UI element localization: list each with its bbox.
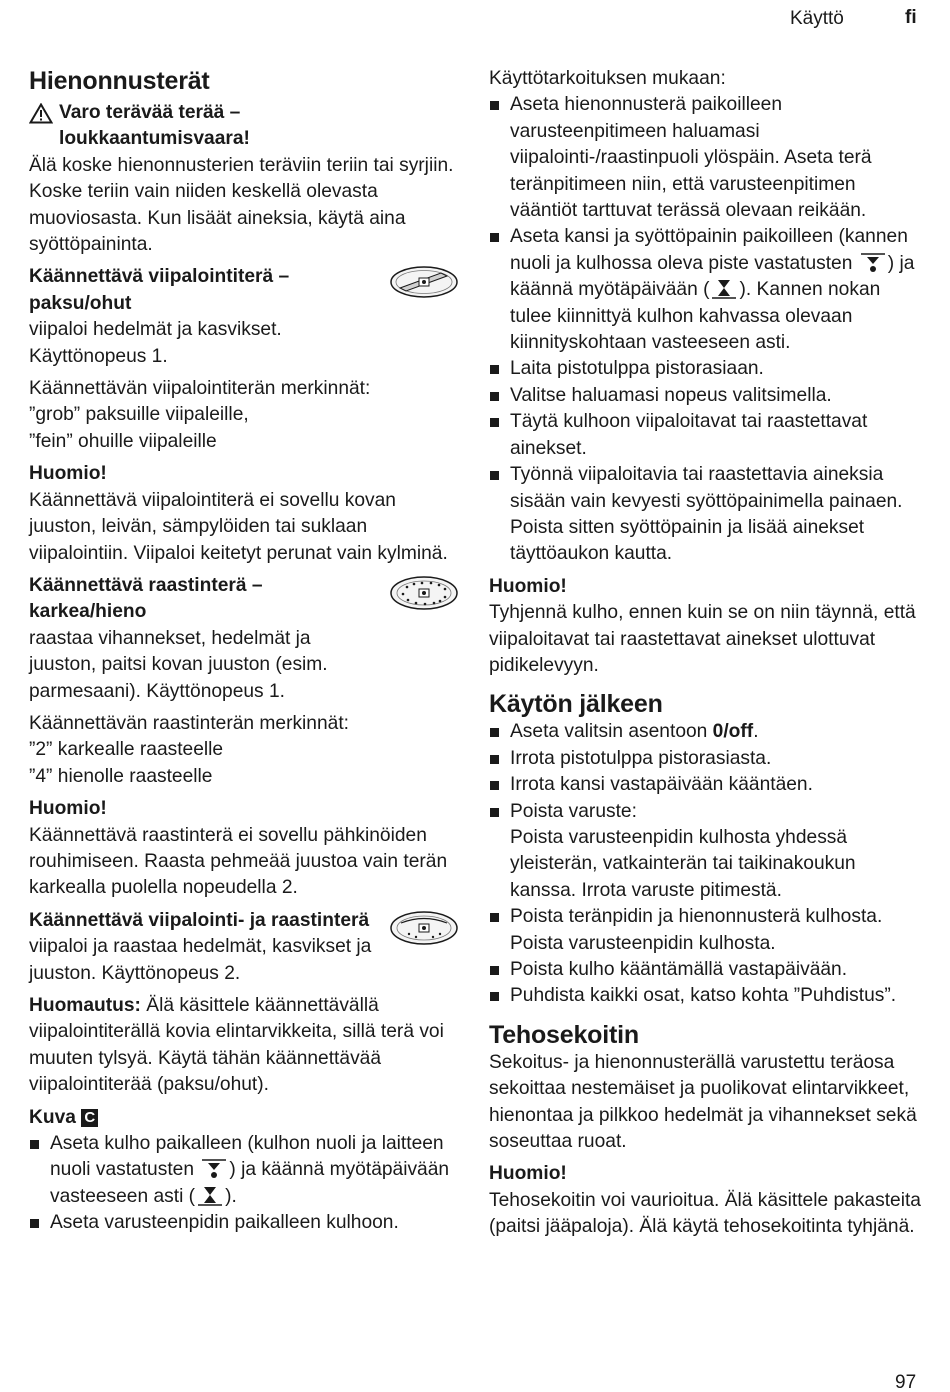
grating-disc-icon [389,573,459,613]
left-steps-list [29,1131,461,1237]
feature-2-text: raastaa vihannekset, hedelmät ja juuston, paitsi kovan juuston (esim. parmesaani). Käyttönopeus 1. [29,627,328,702]
step-text-b: ) ja käännä myötäpäivään ( [510,252,915,301]
after-step-4-title: Poista varuste: [510,800,637,822]
list-item [489,799,925,905]
step-1-text-b: ) ja käännä myötäpäivään vasteeseen asti ( [50,1159,450,1207]
feature-1-markings [29,376,461,455]
list-item [29,1131,461,1210]
blender-note [489,1161,925,1240]
lock-position-icon [197,1185,223,1207]
lock-position-icon [711,278,737,300]
warning-line-1: Varo terävää terää – [59,102,241,123]
feature-1-marking-1: ”grob” paksuille viipaleille, [29,404,249,426]
list-item: Poista teränpidin ja hienonnusterä kulhosta. Poista varusteenpidin kulhosta. [489,904,925,957]
usage-steps-list [489,92,925,567]
feature-2-note [29,796,461,902]
figure-letter-badge: C [81,1109,98,1127]
list-item: Aseta varusteenpidin paikalleen kulhoon. [29,1210,461,1236]
note-title: Huomio! [29,798,107,820]
feature-1-marking-2: ”fein” ohuille viipaleille [29,430,217,452]
running-header-language: fi [905,7,917,28]
list-item: Valitse haluamasi nopeus valitsimella. [489,383,925,409]
warning-triangle-icon [29,103,53,124]
list-item: Irrota pistotulppa pistorasiasta. [489,746,925,772]
after-step-1-text: Aseta valitsin asentoon [510,721,708,743]
note-title: Huomio! [489,1163,567,1185]
remark [29,993,461,1099]
feature-2-title: Käännettävä raastinterä – karkea/hieno [29,574,263,623]
left-column [29,66,461,1237]
list-item [489,719,925,745]
feature-3-text: viipaloi ja raastaa hedelmät, kasvikset ja juuston. Käyttönopeus 2. [29,936,372,984]
figure-reference [29,1105,461,1131]
step-text-c: ). Kannen nokan tulee kiinnittyä kulhon kahvassa olevaan kiinnityskohtaan vasteeseen asti. [510,279,881,354]
arrow-down-to-dot-icon [201,1158,227,1180]
step-1-text-a: Aseta kulho paikalleen (kulhon nuoli ja laitteen nuoli vastatusten [50,1133,444,1181]
after-step-4-text: Poista varusteenpidin kulhosta yhdessä yleisterän, vatkainterän tai taikinakoukun kanssa. Irrota varuste pitimestä. [510,826,856,901]
list-item: Laita pistotulppa pistorasiaan. [489,356,925,382]
note-title: Huomio! [29,463,107,485]
slicing-disc-icon [389,264,459,300]
list-item: Työnnä viipaloitavia tai raastettavia aineksia sisään vain kevyesti syöttöpainimella painaen. Poista sitten syöttöpainin ja lisää ainekset täyttöaukon kautta. [489,462,925,568]
right-column [489,66,925,1241]
feature-2-markings [29,711,461,790]
feature-1-note [29,461,461,567]
list-item: Täytä kulhoon viipaloitavat tai raastettavat ainekset. [489,409,925,462]
figure-label: Kuva [29,1106,76,1128]
section-title-blades: Hienonnusterät [29,67,210,95]
warning-text: Älä koske hienonnusterien teräviin teriin tai syrjiin. Koske teriin vain niiden keskellä olevasta muoviosasta. Kun lisäät aineksia, käytä aina syöttöpaininta. [29,154,454,256]
feature-1-title: Käännettävä viipalointiterä – paksu/ohut [29,266,290,314]
switch-position-label: 0/off [712,721,754,743]
feature-2-markings-intro: Käännettävän raastinterän merkinnät: [29,712,349,734]
section-title-blender: Tehosekoitin [489,1020,639,1049]
feature-slicing-disc [29,264,461,370]
arrow-down-to-dot-icon [860,252,886,274]
note-text: Tehosekoitin voi vaurioitua. Älä käsittele pakasteita (paitsi jääpaloja). Älä käytä tehosekoitinta tyhjänä. [489,1189,921,1238]
warning-heading [29,100,461,153]
list-item [489,224,925,356]
feature-slicing-grating-disc [29,908,461,987]
feature-2-marking-1: ”2” karkealle raasteelle [29,739,224,761]
blender-text: Sekoitus- ja hienonnusterällä varustettu teräosa sekoittaa nestemäiset ja puolikovat elintarvikkeet, hienontaa ja pilkkoo hedelmät ja vihannekset sekä soseuttaa ruoat. [489,1051,917,1153]
list-item: Aseta hienonnusterä paikoilleen varusteenpitimeen haluamasi viipalointi-/raastinpuoli ylöspäin. Aseta terä teränpitimeen niin, että varusteenpitimen vääntiöt tarttuvat terässä olevaan reikään. [489,92,925,224]
slicing-grating-disc-icon [389,908,459,948]
page-number: 97 [895,1372,917,1392]
after-step-1-end: . [753,721,759,743]
note-text: Käännettävä viipalointiterä ei sovellu kovan juuston, leivän, sämpylöiden tai suklaan viipalointiin. Viipaloi keitetyt perunat vain kylminä. [29,489,448,564]
warning-line-2: loukkaantumisvaara! [59,128,250,150]
note-text: Käännettävä raastinterä ei sovellu pähkinöiden rouhimiseen. Raasta pehmeää juustoa vain terän karkealla puolella nopeudella 2. [29,824,448,899]
feature-grating-disc [29,573,461,705]
after-use-list [489,719,925,1009]
feature-2-marking-2: ”4” hienolle raasteelle [29,765,213,787]
feature-3-title: Käännettävä viipalointi- ja raastinterä [29,909,370,931]
list-item: Irrota kansi vastapäivään kääntäen. [489,772,925,798]
running-header-section: Käyttö [790,8,844,29]
feature-1-markings-intro: Käännettävän viipalointiterän merkinnät: [29,378,371,400]
step-1-text-c: ). [225,1185,237,1207]
list-item: Puhdista kaikki osat, katso kohta ”Puhdistus”. [489,983,925,1009]
feature-1-text: viipaloi hedelmät ja kasvikset. Käyttönopeus 1. [29,319,282,367]
remark-label: Huomautus: [29,995,141,1016]
section-title-after-use: Käytön jälkeen [489,690,663,719]
remark-text: Älä käsittele käännettävällä viipalointiterällä kovia elintarvikkeita, sillä terä voi muuten tylsyä. Käytä tähän käännettävää viipalointiterää (paksu/ohut). [29,995,444,1096]
usage-note [489,574,925,680]
list-item: Poista kulho kääntämällä vastapäivään. [489,957,925,983]
note-text: Tyhjennä kulho, ennen kuin se on niin täynnä, että viipaloitavat tai raastettavat ainekset ulottuvat pidikelevyyn. [489,602,916,676]
note-title: Huomio! [489,575,567,597]
usage-intro: Käyttötarkoituksen mukaan: [489,68,726,89]
step-text-a: Aseta kansi ja syöttöpainin paikoilleen (kannen nuoli ja kulhossa oleva piste vastatusten [510,226,908,274]
